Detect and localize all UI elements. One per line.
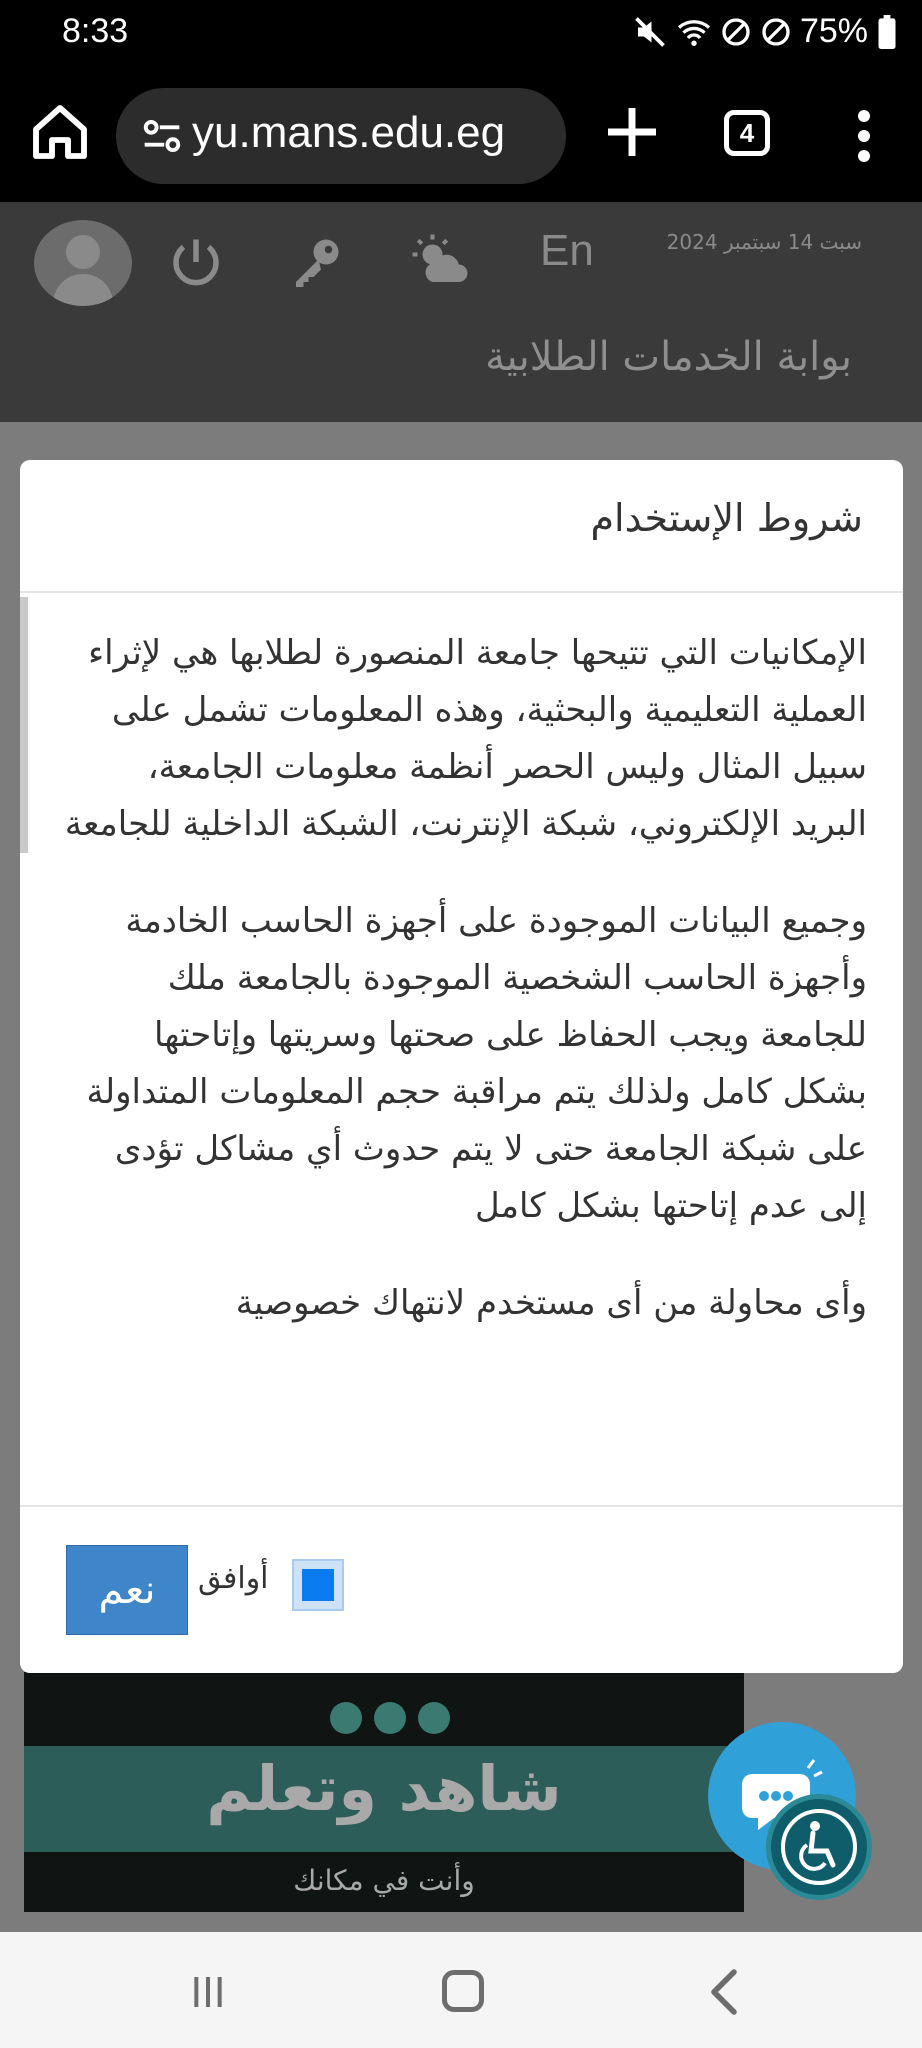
plus-icon[interactable] [600, 100, 664, 164]
banner-subtitle: وأنت في مكانك [293, 1864, 475, 1897]
more-vert-icon[interactable] [846, 106, 882, 166]
mute-icon [632, 14, 668, 50]
agree-checkbox[interactable] [292, 1559, 344, 1611]
status-bar [0, 0, 922, 70]
banner-title: شاهد وتعلم [206, 1752, 562, 1825]
block-icon [760, 16, 792, 48]
site-settings-icon[interactable] [136, 110, 188, 162]
agree-label[interactable]: أوافق [198, 1561, 269, 1596]
back-icon[interactable] [704, 1968, 744, 2016]
terms-paragraph: وأى محاولة من أى مستخدم لانتهاك خصوصية [235, 1283, 867, 1323]
yes-button[interactable]: نعم [66, 1545, 188, 1635]
terms-modal [20, 460, 903, 1673]
recents-icon[interactable] [188, 1972, 228, 2012]
portal-title: بوابة الخدمات الطلابية [485, 334, 852, 380]
scrollbar-thumb[interactable] [20, 597, 28, 853]
avatar-icon[interactable] [34, 220, 132, 306]
promo-banner[interactable] [24, 1672, 744, 1912]
accessibility-button[interactable] [766, 1794, 872, 1900]
modal-header [20, 460, 903, 593]
terms-text [64, 625, 867, 1372]
banner-dot [374, 1702, 406, 1734]
key-icon[interactable] [286, 232, 346, 292]
header-date: سبت 14 سبتمبر 2024 [666, 230, 862, 254]
banner-dot [330, 1702, 362, 1734]
address-bar[interactable] [116, 88, 566, 184]
power-icon[interactable] [166, 232, 226, 292]
terms-paragraph: الإمكانيات التي تتيحها جامعة المنصورة لطلابها هي لإثراء العملية التعليمية والبحثية، وهذه المعلومات تشمل على سبيل المثال وليس الحصر أنظمة معلومات الجامعة، البريد الإلكتروني، شبكة الإنترنت، الشبكة الداخلية للجامعة [64, 633, 867, 844]
home-icon[interactable] [28, 100, 92, 164]
block-icon [720, 16, 752, 48]
language-toggle[interactable]: En [540, 226, 594, 275]
site-header [0, 202, 922, 422]
modal-footer [20, 1505, 903, 1673]
modal-title: شروط الإستخدام [590, 496, 863, 540]
modal-body[interactable] [20, 595, 903, 1505]
banner-dot [418, 1702, 450, 1734]
system-nav-bar [0, 1932, 922, 2048]
wifi-icon [676, 14, 712, 50]
checkbox-checked-indicator [302, 1569, 334, 1601]
browser-toolbar [0, 70, 922, 202]
accessibility-icon [771, 1799, 867, 1895]
battery-icon [876, 15, 898, 49]
battery-percent: 75% [799, 12, 868, 50]
url-text: yu.mans.edu.eg [192, 108, 506, 157]
terms-paragraph: وجميع البيانات الموجودة على أجهزة الحاسب الخادمة وأجهزة الحاسب الشخصية الموجودة بالجامعة ملك للجامعة ويجب الحفاظ على صحتها وسريتها وإتاحتها بشكل كامل ولذلك يتم مراقبة حجم المعلومات المتداولة على شبكة الجامعة حتى لا يتم حدوث أي مشاكل تؤدى إلى عدم إتاحتها بشكل كامل [86, 901, 867, 1226]
status-time: 8:33 [62, 12, 129, 50]
tabs-icon[interactable]: 4 [724, 110, 770, 156]
status-icons [632, 12, 898, 51]
home-nav-icon[interactable] [442, 1970, 484, 2012]
weather-icon[interactable] [410, 232, 470, 292]
